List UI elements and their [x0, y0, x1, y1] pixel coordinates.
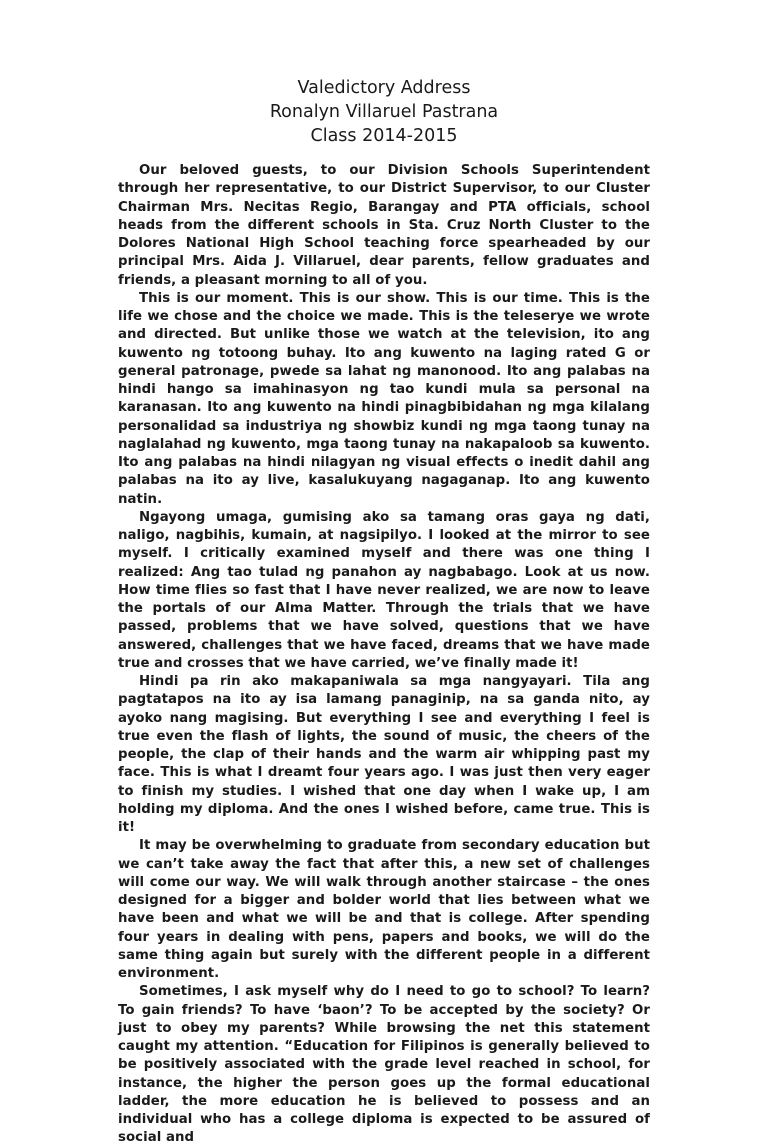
paragraph-ngayong-umaga: Ngayong umaga, gumising ako sa tamang oras gaya ng dati, naligo, nagbihis, kumain, at nagsipilyo. I looked at the mirror to see myself. I critically examined myself and there was one thing I realized: Ang tao tulad ng panahon ay nagbabago. Look at us now. How time flies so fast that I have never realized, we are now to leave the portals of our Alma Matter. Through the trials that we have passed, problems that we have solved, questions that we have answered, challenges that we have faced, dreams that we have made true and crosses that we have carried, we’ve finally made it! — [118, 509, 650, 671]
class-year: Class 2014-2015 — [310, 126, 458, 146]
paragraph-greeting: Our beloved guests, to our Division Schools Superintendent through her representative, to our District Supervisor, to our Cluster Chairman Mrs. Necitas Regio, Barangay and PTA officials, school heads from the different schools in Sta. Cruz North Cluster to the Dolores National High School teaching force spearheaded by our principal Mrs. Aida J. Villaruel, dear parents, fellow graduates and friends, a pleasant morning to all of you. — [118, 163, 650, 288]
paragraph-our-moment: This is our moment. This is our show. This is our time. This is the life we chose and the choice we made. This is the teleserye we wrote and directed. But unlike those we watch at the television, ito ang kuwento ng totoong buhay. Ito ang kuwento na laging rated G or general patronage, pwede sa lahat ng manonood. Ito ang palabas na hindi hango sa imahinasyon ng tao kundi mula sa personal na karanasan. Ito ang kuwento na hindi pinagbibidahan ng mga kilalang personalidad sa industriya ng showbiz kundi ng mga taong tunay na naglalahad ng kuwento, mga taong tunay na nakapaloob sa kuwento. Ito ang palabas na hindi nilagyan ng visual effects o inedit dahil ang palabas na ito ay live, kasalukuyang nagaganap. Ito ang kuwento natin. — [118, 290, 650, 507]
speech-body — [118, 162, 650, 1148]
document-header — [0, 76, 768, 148]
paragraph-hindi-pa-rin: Hindi pa rin ako makapaniwala sa mga nangyayari. Tila ang pagtatapos na ito ay isa lamang panaginip, na sa ganda nito, ay ayoko nang magising. But everything I see and everything I feel is true even the flash of lights, the sound of music, the cheers of the people, the clap of their hands and the warm air whipping past my face. This is what I dreamt four years ago. I was just then very eager to finish my studies. I wished that one day when I wake up, I am holding my diploma. And the ones I wished before, came true. This is it! — [118, 674, 650, 835]
paragraph-why-school: Sometimes, I ask myself why do I need to go to school? To learn? To gain friends? To have ‘baon’? To be accepted by the society? Or just to obey my parents? While browsing the net this statement caught my attention. “Education for Filipinos is generally believed to be positively associated with the grade level reached in school, for instance, the higher the person goes up the formal educational ladder, the more education he is believed to possess and an individual who has a college diploma is expected to be assured of social and — [118, 984, 650, 1146]
document-title: Valedictory Address — [297, 78, 471, 98]
paragraph-overwhelming: It may be overwhelming to graduate from secondary education but we can’t take away the fact that after this, a new set of challenges will come our way. We will walk through another staircase – the ones designed for a bigger and bolder world that lies between what we have been and what we will be and that is college. After spending four years in dealing with pens, papers and books, we will do the same thing again but surely with the different people in a different environment. — [118, 838, 650, 981]
author-name: Ronalyn Villaruel Pastrana — [269, 102, 499, 122]
